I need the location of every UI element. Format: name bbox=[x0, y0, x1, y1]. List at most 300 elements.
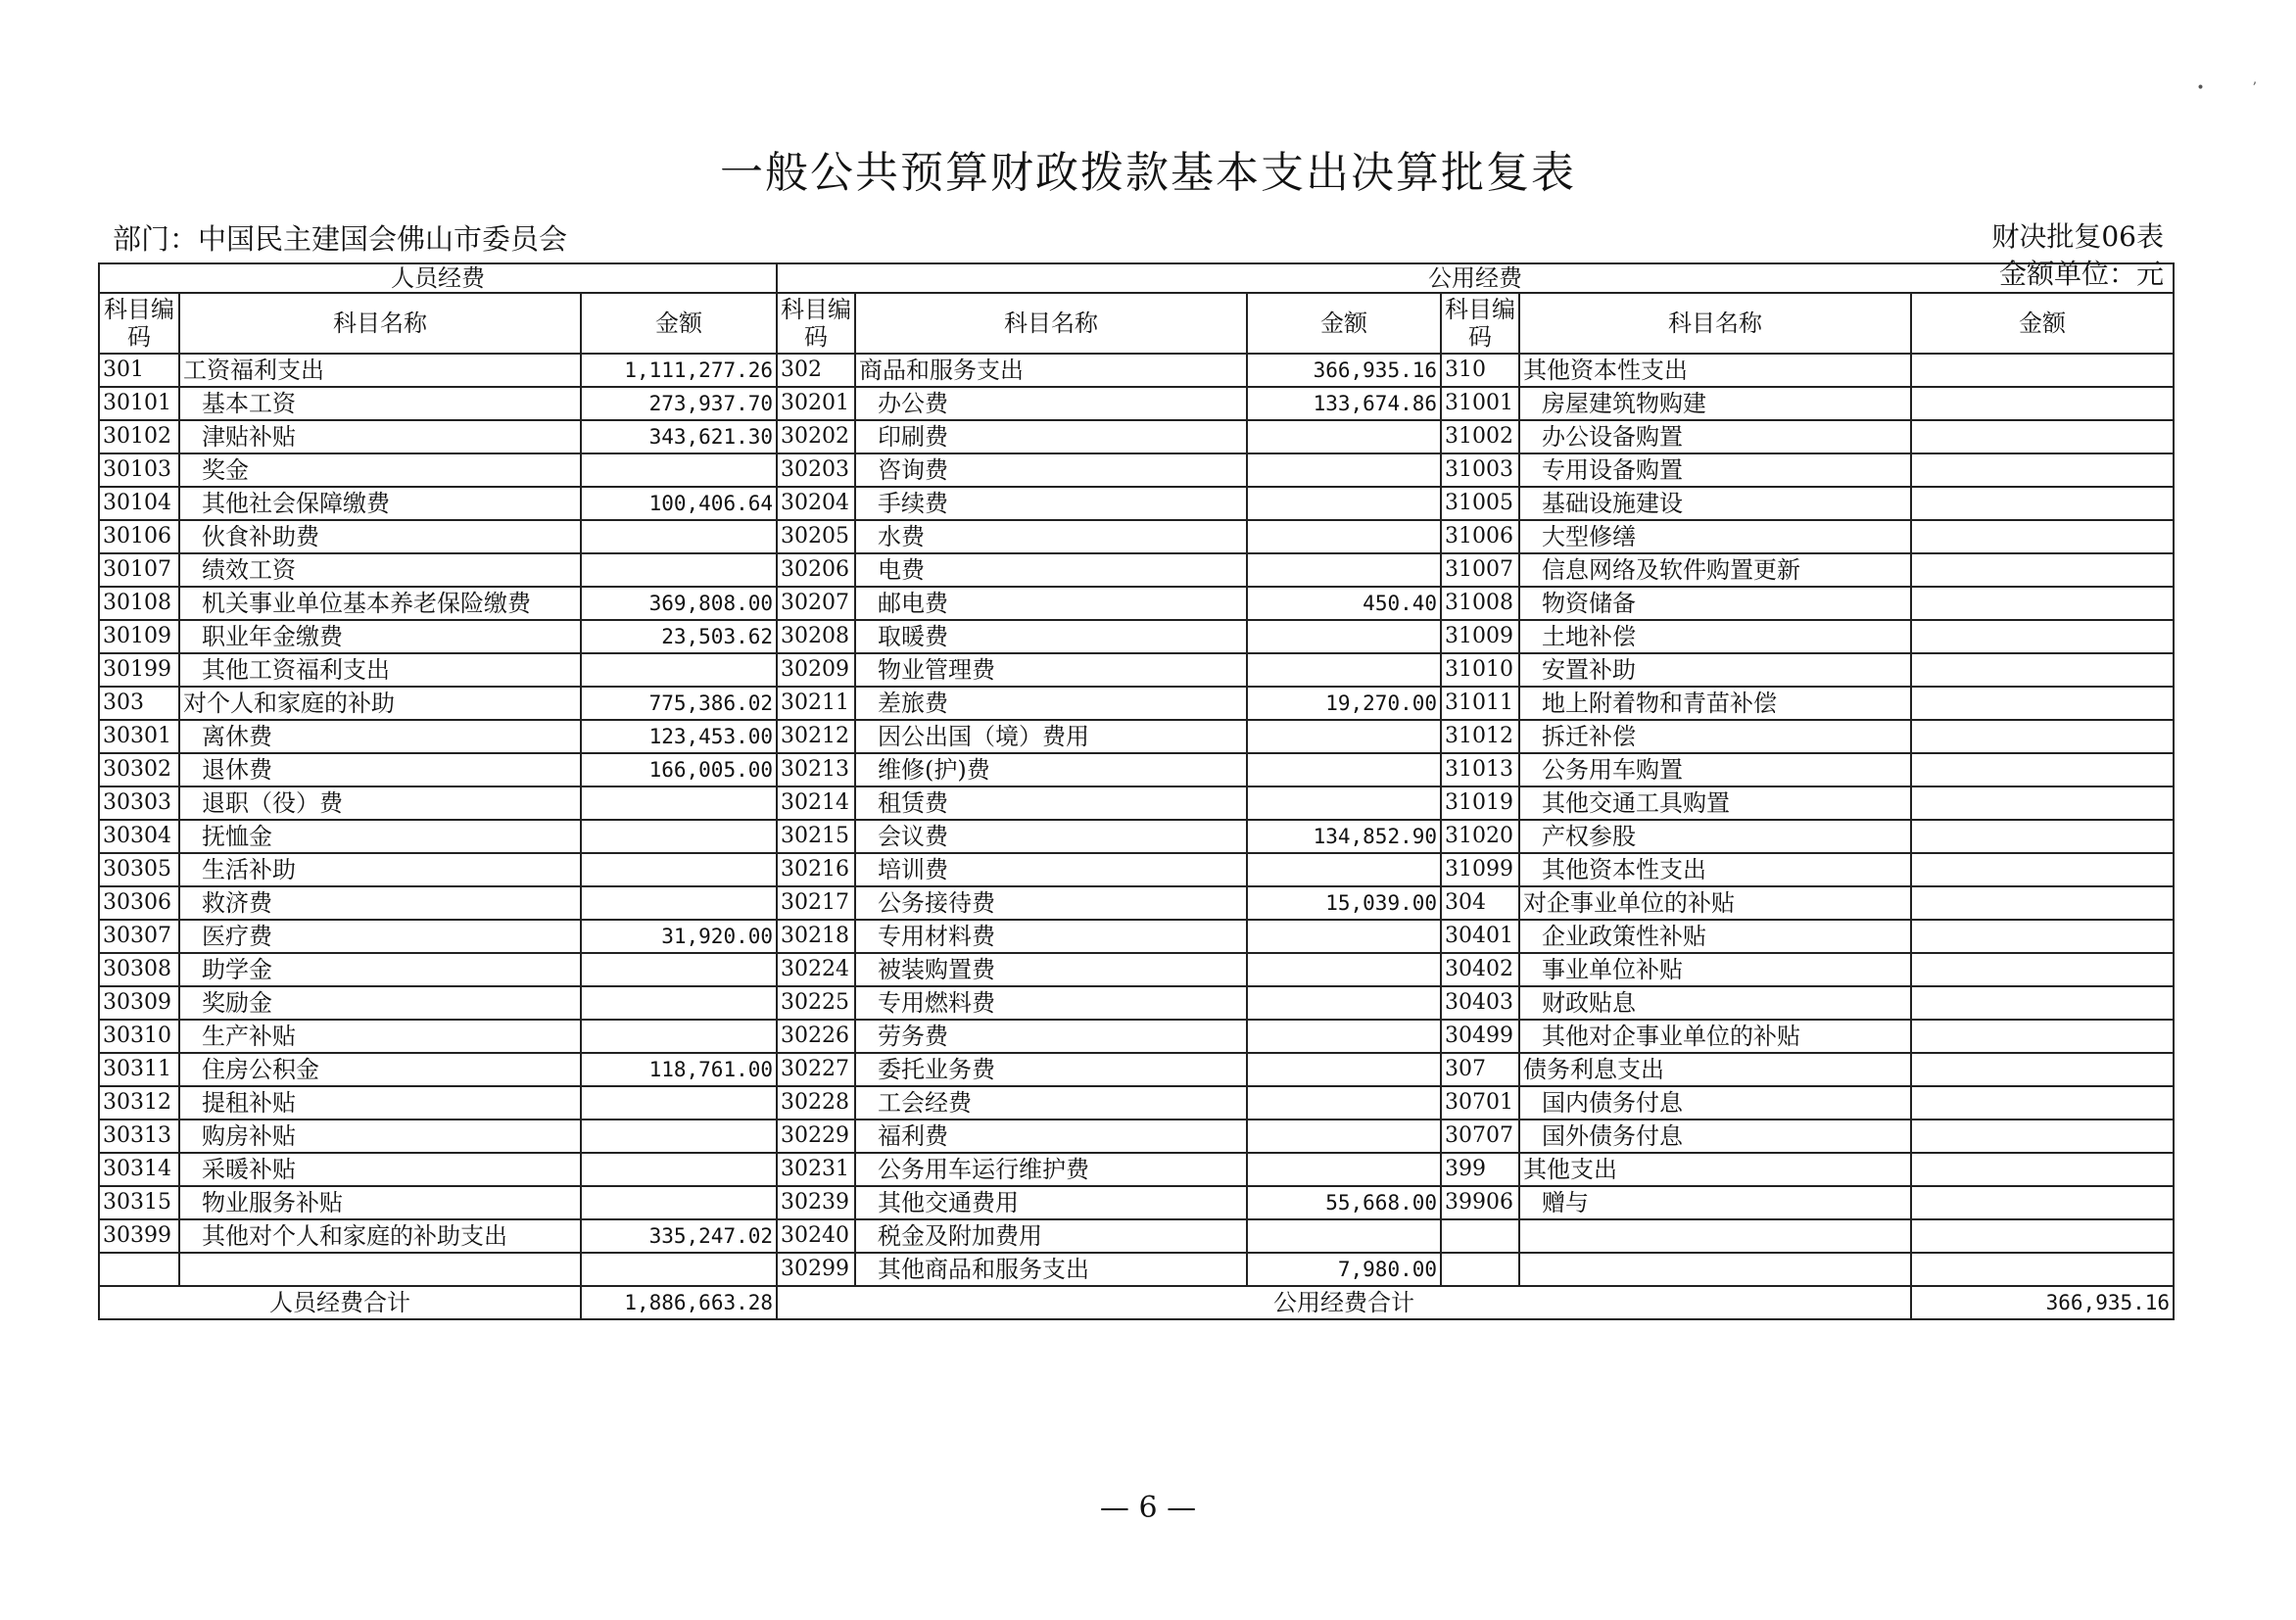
code-header: 科目编码 bbox=[1441, 293, 1519, 354]
code-cell: 30402 bbox=[1441, 953, 1519, 986]
name-cell: 基本工资 bbox=[179, 387, 581, 420]
code-cell: 30401 bbox=[1441, 920, 1519, 953]
amount-cell bbox=[581, 653, 777, 687]
code-cell: 30308 bbox=[99, 953, 179, 986]
name-cell: 其他商品和服务支出 bbox=[855, 1253, 1247, 1286]
table-row bbox=[99, 1020, 2174, 1053]
name-cell: 住房公积金 bbox=[179, 1053, 581, 1086]
name-cell: 救济费 bbox=[179, 886, 581, 920]
name-cell: 大型修缮 bbox=[1519, 520, 1911, 553]
name-cell: 抚恤金 bbox=[179, 820, 581, 853]
amount-cell bbox=[581, 786, 777, 820]
code-cell: 30299 bbox=[777, 1253, 855, 1286]
amount-cell: 775,386.02 bbox=[581, 687, 777, 720]
table-row bbox=[99, 1153, 2174, 1186]
code-cell: 31008 bbox=[1441, 587, 1519, 620]
amount-cell bbox=[1911, 1120, 2174, 1153]
amount-cell: 123,453.00 bbox=[581, 720, 777, 753]
name-cell: 咨询费 bbox=[855, 453, 1247, 487]
amount-cell bbox=[1247, 1120, 1441, 1153]
code-cell: 30399 bbox=[99, 1219, 179, 1253]
table-row bbox=[99, 653, 2174, 687]
name-cell: 公务用车运行维护费 bbox=[855, 1153, 1247, 1186]
table-row bbox=[99, 953, 2174, 986]
name-cell: 拆迁补偿 bbox=[1519, 720, 1911, 753]
name-cell: 国内债务付息 bbox=[1519, 1086, 1911, 1120]
amount-cell: 55,668.00 bbox=[1247, 1186, 1441, 1219]
code-cell: 31002 bbox=[1441, 420, 1519, 453]
amount-cell: 166,005.00 bbox=[581, 753, 777, 786]
amount-cell bbox=[1911, 687, 2174, 720]
code-cell: 30306 bbox=[99, 886, 179, 920]
table-row bbox=[99, 387, 2174, 420]
code-cell: 30305 bbox=[99, 853, 179, 886]
name-cell bbox=[1519, 1253, 1911, 1286]
code-cell: 30214 bbox=[777, 786, 855, 820]
code-cell: 30312 bbox=[99, 1086, 179, 1120]
code-cell: 30228 bbox=[777, 1086, 855, 1120]
amount-cell: 450.40 bbox=[1247, 587, 1441, 620]
table-row bbox=[99, 820, 2174, 853]
name-cell: 国外债务付息 bbox=[1519, 1120, 1911, 1153]
amount-cell bbox=[1911, 354, 2174, 387]
amount-cell bbox=[581, 553, 777, 587]
name-cell: 赠与 bbox=[1519, 1186, 1911, 1219]
name-cell: 基础设施建设 bbox=[1519, 487, 1911, 520]
code-cell: 30302 bbox=[99, 753, 179, 786]
name-cell: 其他工资福利支出 bbox=[179, 653, 581, 687]
amount-cell bbox=[1911, 453, 2174, 487]
code-cell: 30311 bbox=[99, 1053, 179, 1086]
amount-cell bbox=[1911, 853, 2174, 886]
amount-cell: 134,852.90 bbox=[1247, 820, 1441, 853]
name-cell: 其他社会保障缴费 bbox=[179, 487, 581, 520]
amount-cell bbox=[1247, 786, 1441, 820]
amount-cell: 15,039.00 bbox=[1247, 886, 1441, 920]
name-cell: 企业政策性补贴 bbox=[1519, 920, 1911, 953]
amount-cell bbox=[581, 1186, 777, 1219]
amount-cell bbox=[1911, 720, 2174, 753]
code-cell: 30229 bbox=[777, 1120, 855, 1153]
amount-cell bbox=[581, 520, 777, 553]
name-header: 科目名称 bbox=[855, 293, 1247, 354]
code-cell: 30307 bbox=[99, 920, 179, 953]
code-cell: 30107 bbox=[99, 553, 179, 587]
page-number: — 6 — bbox=[1099, 1491, 1197, 1525]
code-cell: 30403 bbox=[1441, 986, 1519, 1020]
code-cell: 30313 bbox=[99, 1120, 179, 1153]
amount-cell bbox=[1911, 1219, 2174, 1253]
amount-cell: 100,406.64 bbox=[581, 487, 777, 520]
code-cell: 39906 bbox=[1441, 1186, 1519, 1219]
name-cell: 物资储备 bbox=[1519, 587, 1911, 620]
name-cell: 租赁费 bbox=[855, 786, 1247, 820]
code-cell: 31099 bbox=[1441, 853, 1519, 886]
amount-cell bbox=[1247, 753, 1441, 786]
amount-cell bbox=[1911, 1020, 2174, 1053]
code-cell: 30226 bbox=[777, 1020, 855, 1053]
amount-cell: 343,621.30 bbox=[581, 420, 777, 453]
amount-cell bbox=[1911, 587, 2174, 620]
amount-cell bbox=[581, 853, 777, 886]
name-cell: 手续费 bbox=[855, 487, 1247, 520]
personnel-header: 人员经费 bbox=[99, 263, 777, 293]
table-row bbox=[99, 1120, 2174, 1153]
amount-cell: 23,503.62 bbox=[581, 620, 777, 653]
name-cell: 被装购置费 bbox=[855, 953, 1247, 986]
table-row bbox=[99, 886, 2174, 920]
name-cell: 其他交通费用 bbox=[855, 1186, 1247, 1219]
table-row bbox=[99, 1219, 2174, 1253]
table-row bbox=[99, 553, 2174, 587]
code-cell: 310 bbox=[1441, 354, 1519, 387]
amount-cell bbox=[1911, 1053, 2174, 1086]
name-cell: 工会经费 bbox=[855, 1086, 1247, 1120]
code-cell: 30240 bbox=[777, 1219, 855, 1253]
name-cell: 电费 bbox=[855, 553, 1247, 587]
code-cell: 30207 bbox=[777, 587, 855, 620]
code-cell: 30101 bbox=[99, 387, 179, 420]
name-cell: 奖金 bbox=[179, 453, 581, 487]
code-cell: 30701 bbox=[1441, 1086, 1519, 1120]
expenditure-table bbox=[98, 262, 2175, 1320]
name-cell: 对个人和家庭的补助 bbox=[179, 687, 581, 720]
name-cell: 工资福利支出 bbox=[179, 354, 581, 387]
name-cell: 事业单位补贴 bbox=[1519, 953, 1911, 986]
code-cell: 30216 bbox=[777, 853, 855, 886]
amount-cell bbox=[1911, 920, 2174, 953]
amount-header: 金额 bbox=[1247, 293, 1441, 354]
name-cell: 伙食补助费 bbox=[179, 520, 581, 553]
amount-cell bbox=[581, 1020, 777, 1053]
table-row bbox=[99, 786, 2174, 820]
amount-header: 金额 bbox=[1911, 293, 2174, 354]
name-cell: 物业管理费 bbox=[855, 653, 1247, 687]
code-cell: 301 bbox=[99, 354, 179, 387]
amount-cell bbox=[1247, 1153, 1441, 1186]
amount-cell bbox=[1911, 986, 2174, 1020]
name-cell: 因公出国（境）费用 bbox=[855, 720, 1247, 753]
code-cell: 31009 bbox=[1441, 620, 1519, 653]
name-cell: 专用材料费 bbox=[855, 920, 1247, 953]
amount-cell: 118,761.00 bbox=[581, 1053, 777, 1086]
code-cell: 30224 bbox=[777, 953, 855, 986]
name-cell: 购房补贴 bbox=[179, 1120, 581, 1153]
table-row bbox=[99, 487, 2174, 520]
amount-cell bbox=[1911, 1153, 2174, 1186]
name-cell: 其他对个人和家庭的补助支出 bbox=[179, 1219, 581, 1253]
name-cell: 公务用车购置 bbox=[1519, 753, 1911, 786]
code-cell: 31006 bbox=[1441, 520, 1519, 553]
table-row bbox=[99, 620, 2174, 653]
code-cell: 30199 bbox=[99, 653, 179, 687]
name-cell: 印刷费 bbox=[855, 420, 1247, 453]
name-cell: 退职（役）费 bbox=[179, 786, 581, 820]
table-row bbox=[99, 587, 2174, 620]
code-cell: 31011 bbox=[1441, 687, 1519, 720]
personnel-total-label: 人员经费合计 bbox=[99, 1286, 581, 1319]
totals-row bbox=[99, 1286, 2174, 1319]
name-cell: 其他交通工具购置 bbox=[1519, 786, 1911, 820]
code-cell: 31019 bbox=[1441, 786, 1519, 820]
code-cell: 31013 bbox=[1441, 753, 1519, 786]
name-cell: 办公设备购置 bbox=[1519, 420, 1911, 453]
name-cell: 机关事业单位基本养老保险缴费 bbox=[179, 587, 581, 620]
name-cell bbox=[1519, 1219, 1911, 1253]
amount-cell bbox=[1911, 1086, 2174, 1120]
code-cell: 30202 bbox=[777, 420, 855, 453]
amount-cell bbox=[1247, 1219, 1441, 1253]
amount-cell bbox=[1247, 420, 1441, 453]
table-row bbox=[99, 354, 2174, 387]
code-cell: 30205 bbox=[777, 520, 855, 553]
code-header: 科目编码 bbox=[99, 293, 179, 354]
code-header: 科目编码 bbox=[777, 293, 855, 354]
amount-cell: 366,935.16 bbox=[1247, 354, 1441, 387]
amount-cell bbox=[1247, 1020, 1441, 1053]
amount-cell bbox=[1247, 1086, 1441, 1120]
amount-cell bbox=[581, 1253, 777, 1286]
code-cell: 30304 bbox=[99, 820, 179, 853]
amount-header: 金额 bbox=[581, 293, 777, 354]
code-cell: 30315 bbox=[99, 1186, 179, 1219]
code-cell: 30109 bbox=[99, 620, 179, 653]
code-cell: 30218 bbox=[777, 920, 855, 953]
code-cell: 31010 bbox=[1441, 653, 1519, 687]
table-row bbox=[99, 1086, 2174, 1120]
code-cell: 30707 bbox=[1441, 1120, 1519, 1153]
code-cell: 30499 bbox=[1441, 1020, 1519, 1053]
amount-cell bbox=[1911, 820, 2174, 853]
name-cell: 商品和服务支出 bbox=[855, 354, 1247, 387]
name-cell bbox=[179, 1253, 581, 1286]
amount-cell bbox=[581, 1153, 777, 1186]
public-total-amount: 366,935.16 bbox=[1911, 1286, 2174, 1319]
name-cell: 水费 bbox=[855, 520, 1247, 553]
name-cell: 专用燃料费 bbox=[855, 986, 1247, 1020]
code-cell: 304 bbox=[1441, 886, 1519, 920]
amount-cell: 273,937.70 bbox=[581, 387, 777, 420]
name-cell: 委托业务费 bbox=[855, 1053, 1247, 1086]
amount-cell bbox=[1911, 653, 2174, 687]
amount-cell bbox=[1247, 1053, 1441, 1086]
page-title: 一般公共预算财政拨款基本支出决算批复表 bbox=[720, 148, 1576, 198]
amount-cell: 369,808.00 bbox=[581, 587, 777, 620]
amount-cell bbox=[1247, 487, 1441, 520]
code-cell: 307 bbox=[1441, 1053, 1519, 1086]
table-row bbox=[99, 453, 2174, 487]
amount-cell bbox=[1911, 953, 2174, 986]
amount-cell bbox=[581, 1086, 777, 1120]
name-cell: 绩效工资 bbox=[179, 553, 581, 587]
table-row bbox=[99, 520, 2174, 553]
name-cell: 专用设备购置 bbox=[1519, 453, 1911, 487]
amount-cell bbox=[1247, 520, 1441, 553]
table-row bbox=[99, 687, 2174, 720]
code-cell: 30239 bbox=[777, 1186, 855, 1219]
name-cell: 公务接待费 bbox=[855, 886, 1247, 920]
code-cell: 31001 bbox=[1441, 387, 1519, 420]
code-cell: 31007 bbox=[1441, 553, 1519, 587]
amount-cell bbox=[1911, 753, 2174, 786]
code-cell: 30106 bbox=[99, 520, 179, 553]
name-cell: 其他资本性支出 bbox=[1519, 853, 1911, 886]
name-cell: 离休费 bbox=[179, 720, 581, 753]
name-cell: 其他支出 bbox=[1519, 1153, 1911, 1186]
form-number: 财决批复06表 bbox=[1991, 220, 2164, 253]
name-cell: 维修(护)费 bbox=[855, 753, 1247, 786]
code-cell: 303 bbox=[99, 687, 179, 720]
amount-cell: 31,920.00 bbox=[581, 920, 777, 953]
amount-cell: 19,270.00 bbox=[1247, 687, 1441, 720]
amount-cell bbox=[1247, 620, 1441, 653]
name-cell: 职业年金缴费 bbox=[179, 620, 581, 653]
amount-cell bbox=[581, 453, 777, 487]
code-cell: 30211 bbox=[777, 687, 855, 720]
name-cell: 邮电费 bbox=[855, 587, 1247, 620]
name-cell: 提租补贴 bbox=[179, 1086, 581, 1120]
name-cell: 产权参股 bbox=[1519, 820, 1911, 853]
name-cell: 培训费 bbox=[855, 853, 1247, 886]
code-cell: 399 bbox=[1441, 1153, 1519, 1186]
code-cell: 30303 bbox=[99, 786, 179, 820]
code-cell: 30102 bbox=[99, 420, 179, 453]
name-cell: 生活补助 bbox=[179, 853, 581, 886]
amount-cell bbox=[581, 1120, 777, 1153]
code-cell: 30225 bbox=[777, 986, 855, 1020]
code-cell: 30227 bbox=[777, 1053, 855, 1086]
amount-cell: 133,674.86 bbox=[1247, 387, 1441, 420]
code-cell: 30309 bbox=[99, 986, 179, 1020]
name-cell: 会议费 bbox=[855, 820, 1247, 853]
name-cell: 财政贴息 bbox=[1519, 986, 1911, 1020]
amount-cell bbox=[1911, 786, 2174, 820]
code-cell: 30212 bbox=[777, 720, 855, 753]
amount-cell: 1,111,277.26 bbox=[581, 354, 777, 387]
code-cell: 30206 bbox=[777, 553, 855, 587]
amount-cell bbox=[1247, 653, 1441, 687]
amount-cell bbox=[1911, 620, 2174, 653]
name-cell: 物业服务补贴 bbox=[179, 1186, 581, 1219]
table-row bbox=[99, 720, 2174, 753]
table-row bbox=[99, 853, 2174, 886]
name-header: 科目名称 bbox=[1519, 293, 1911, 354]
name-cell: 奖励金 bbox=[179, 986, 581, 1020]
amount-cell bbox=[1911, 886, 2174, 920]
amount-cell bbox=[1911, 553, 2174, 587]
name-header: 科目名称 bbox=[179, 293, 581, 354]
name-cell: 采暖补贴 bbox=[179, 1153, 581, 1186]
name-cell: 房屋建筑物购建 bbox=[1519, 387, 1911, 420]
name-cell: 差旅费 bbox=[855, 687, 1247, 720]
code-cell: 30104 bbox=[99, 487, 179, 520]
table-row bbox=[99, 1253, 2174, 1286]
amount-cell bbox=[1911, 487, 2174, 520]
name-cell: 助学金 bbox=[179, 953, 581, 986]
amount-cell bbox=[1247, 853, 1441, 886]
name-cell: 债务利息支出 bbox=[1519, 1053, 1911, 1086]
code-cell: 30215 bbox=[777, 820, 855, 853]
name-cell: 其他对企事业单位的补贴 bbox=[1519, 1020, 1911, 1053]
name-cell: 医疗费 bbox=[179, 920, 581, 953]
public-header: 公用经费 bbox=[777, 263, 2174, 293]
amount-cell bbox=[1247, 720, 1441, 753]
table-row bbox=[99, 920, 2174, 953]
name-cell: 信息网络及软件购置更新 bbox=[1519, 553, 1911, 587]
code-cell: 30203 bbox=[777, 453, 855, 487]
amount-cell: 335,247.02 bbox=[581, 1219, 777, 1253]
amount-cell bbox=[1247, 986, 1441, 1020]
name-cell: 津贴补贴 bbox=[179, 420, 581, 453]
amount-cell bbox=[1247, 453, 1441, 487]
department-label: 部门：中国民主建国会佛山市委员会 bbox=[113, 222, 568, 256]
amount-cell bbox=[1911, 420, 2174, 453]
code-cell bbox=[1441, 1219, 1519, 1253]
code-cell: 302 bbox=[777, 354, 855, 387]
name-cell: 福利费 bbox=[855, 1120, 1247, 1153]
name-cell: 安置补助 bbox=[1519, 653, 1911, 687]
amount-unit: 金额单位：元 bbox=[1998, 258, 2164, 290]
code-cell: 30201 bbox=[777, 387, 855, 420]
amount-cell bbox=[1247, 920, 1441, 953]
name-cell: 退休费 bbox=[179, 753, 581, 786]
name-cell: 生产补贴 bbox=[179, 1020, 581, 1053]
public-total-label: 公用经费合计 bbox=[777, 1286, 1911, 1319]
code-cell: 30213 bbox=[777, 753, 855, 786]
column-header-row bbox=[99, 293, 2174, 354]
code-cell: 30310 bbox=[99, 1020, 179, 1053]
code-cell: 31020 bbox=[1441, 820, 1519, 853]
name-cell: 其他资本性支出 bbox=[1519, 354, 1911, 387]
personnel-total-amount: 1,886,663.28 bbox=[581, 1286, 777, 1319]
group-header-row bbox=[99, 263, 2174, 293]
code-cell: 30301 bbox=[99, 720, 179, 753]
code-cell bbox=[99, 1253, 179, 1286]
amount-cell: 7,980.00 bbox=[1247, 1253, 1441, 1286]
code-cell: 30108 bbox=[99, 587, 179, 620]
table-row bbox=[99, 753, 2174, 786]
table-row bbox=[99, 1053, 2174, 1086]
amount-cell bbox=[1247, 953, 1441, 986]
code-cell: 30217 bbox=[777, 886, 855, 920]
name-cell: 土地补偿 bbox=[1519, 620, 1911, 653]
name-cell: 劳务费 bbox=[855, 1020, 1247, 1053]
amount-cell bbox=[1911, 1253, 2174, 1286]
amount-cell bbox=[1911, 1186, 2174, 1219]
name-cell: 税金及附加费用 bbox=[855, 1219, 1247, 1253]
amount-cell bbox=[1911, 387, 2174, 420]
code-cell: 30204 bbox=[777, 487, 855, 520]
table-row bbox=[99, 986, 2174, 1020]
amount-cell bbox=[581, 886, 777, 920]
code-cell bbox=[1441, 1253, 1519, 1286]
code-cell: 30314 bbox=[99, 1153, 179, 1186]
scan-marks: • ’ bbox=[2196, 80, 2257, 96]
amount-cell bbox=[581, 820, 777, 853]
code-cell: 31003 bbox=[1441, 453, 1519, 487]
code-cell: 31012 bbox=[1441, 720, 1519, 753]
code-cell: 31005 bbox=[1441, 487, 1519, 520]
name-cell: 取暖费 bbox=[855, 620, 1247, 653]
amount-cell bbox=[1247, 553, 1441, 587]
code-cell: 30231 bbox=[777, 1153, 855, 1186]
table-row bbox=[99, 420, 2174, 453]
amount-cell bbox=[1911, 520, 2174, 553]
code-cell: 30209 bbox=[777, 653, 855, 687]
table-row bbox=[99, 1186, 2174, 1219]
amount-cell bbox=[581, 986, 777, 1020]
code-cell: 30103 bbox=[99, 453, 179, 487]
